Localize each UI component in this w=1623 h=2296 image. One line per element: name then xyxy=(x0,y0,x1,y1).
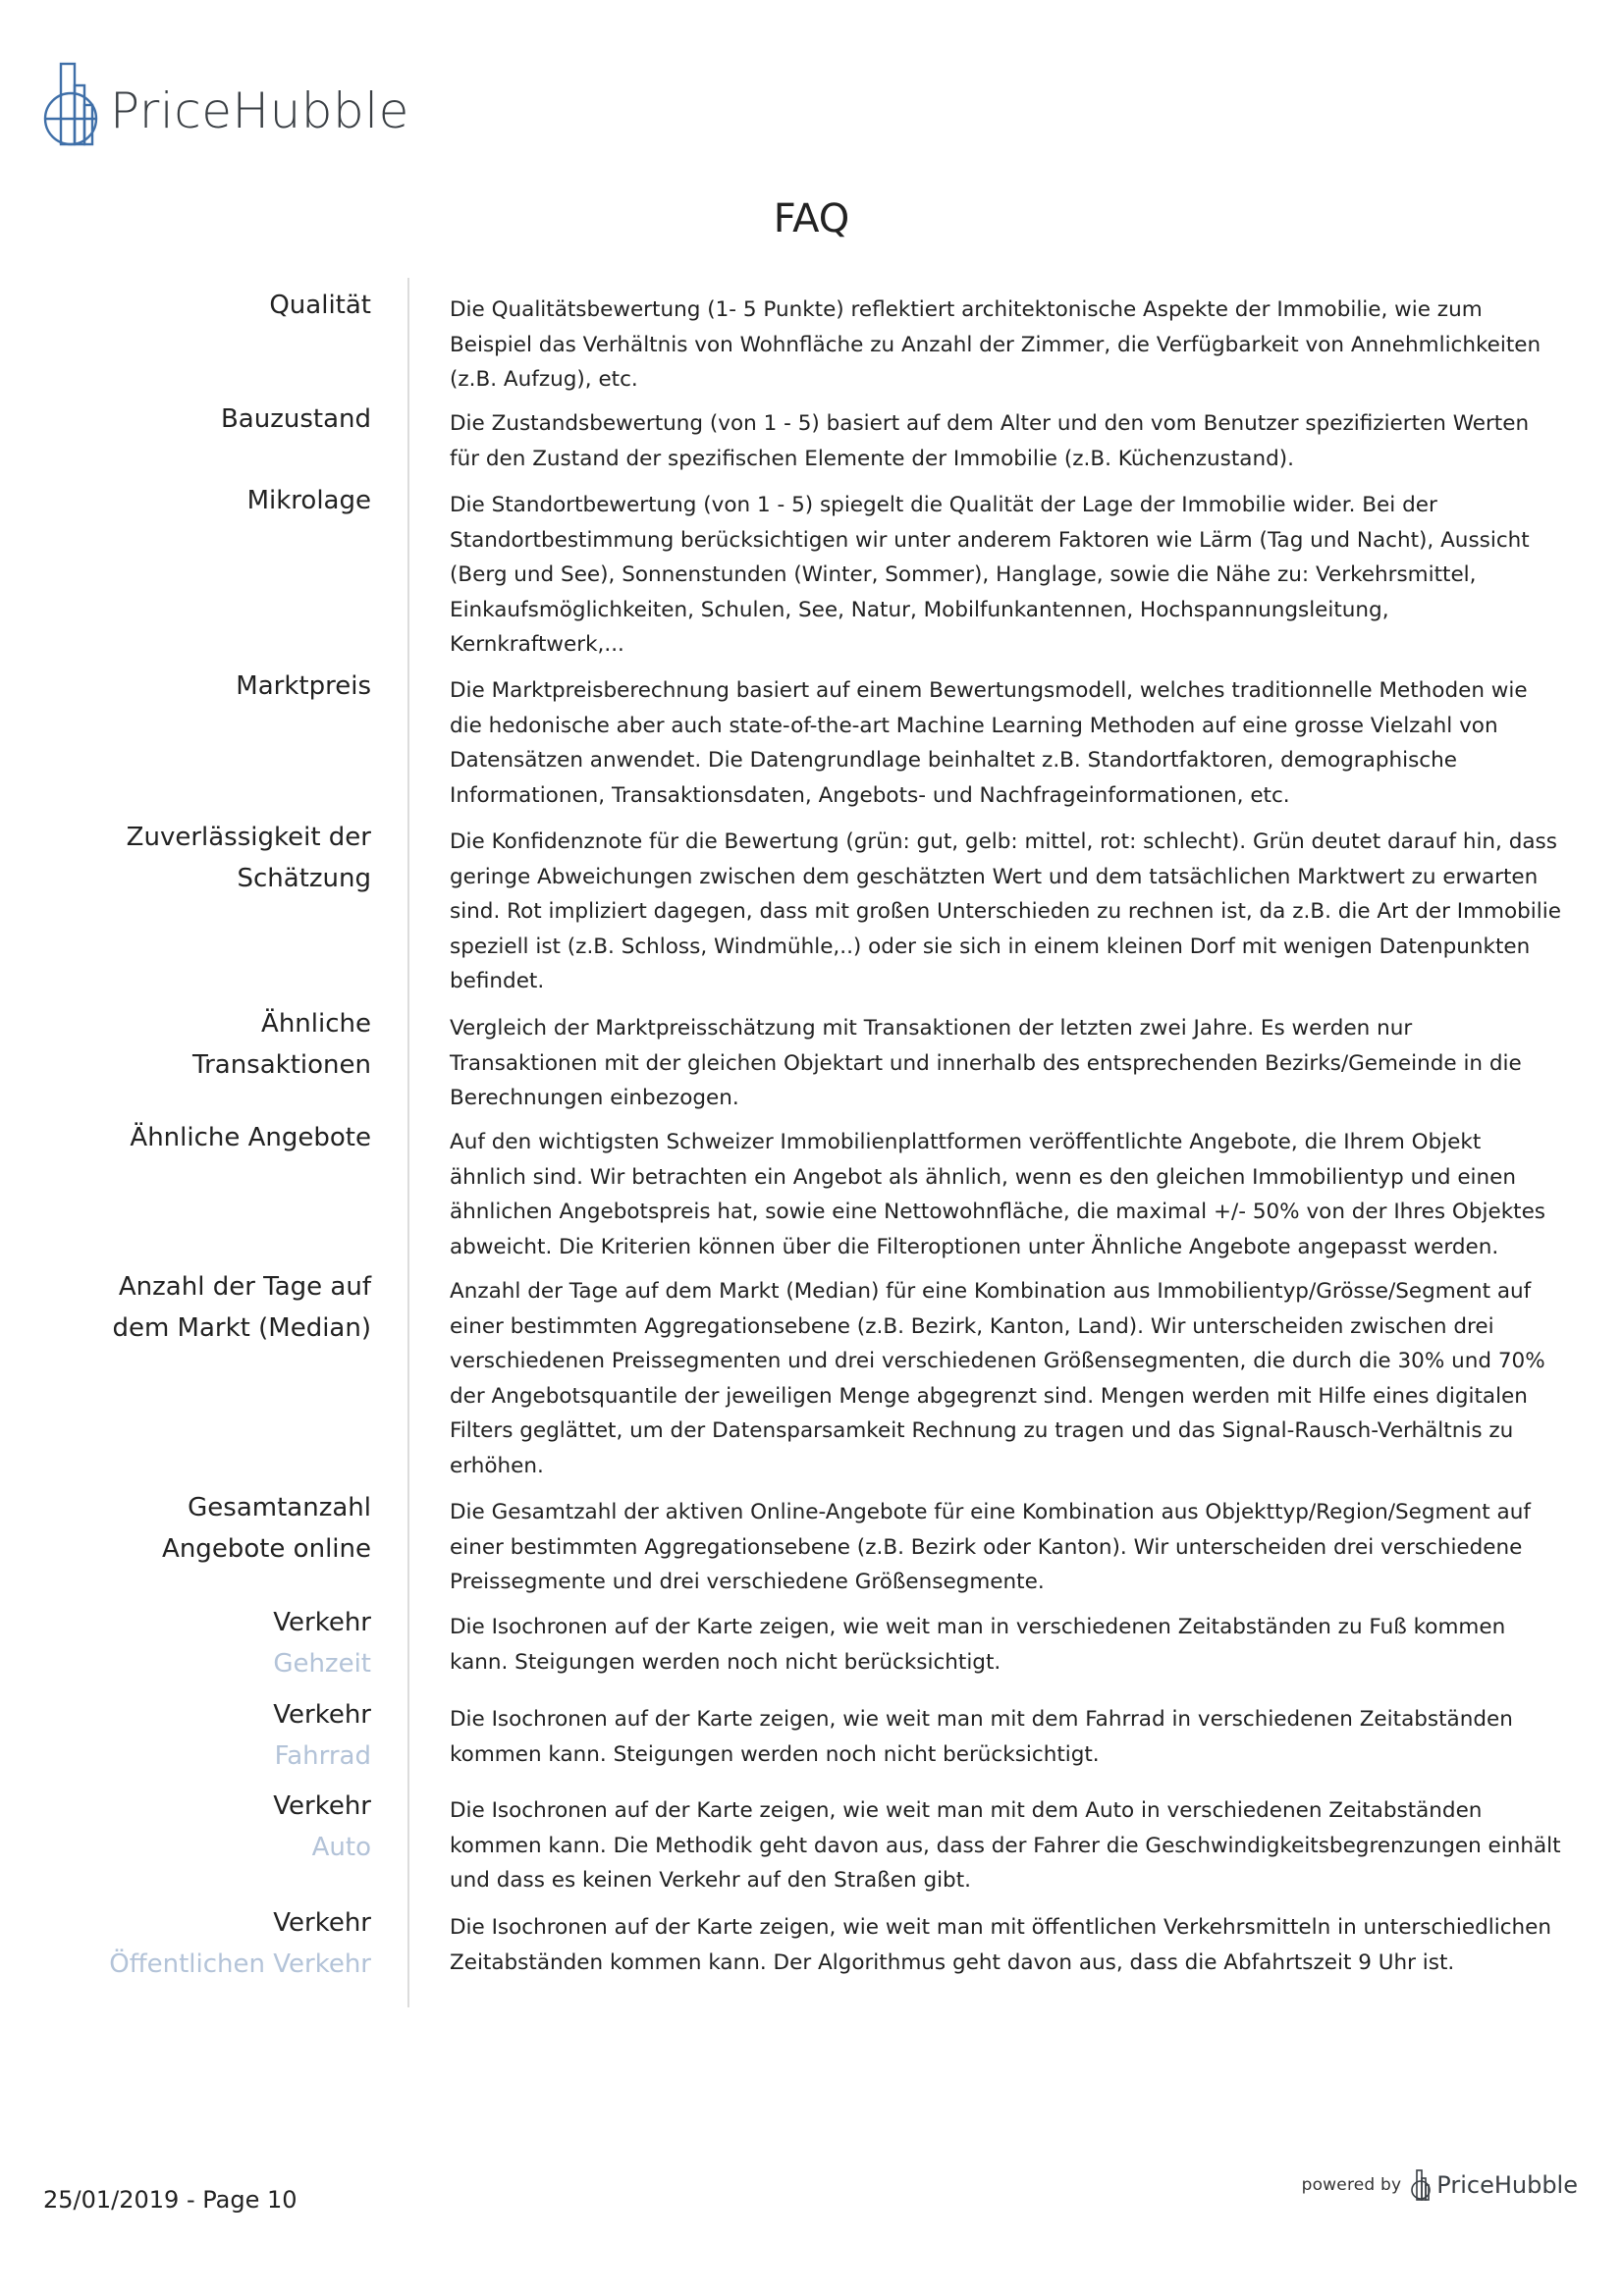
faq-term xyxy=(59,399,371,440)
faq-term xyxy=(59,1902,371,1985)
faq-term xyxy=(59,480,371,521)
faq-subterm: Öffentlichen Verkehr xyxy=(109,1949,371,1979)
faq-term-line: Schätzung xyxy=(237,864,371,893)
faq-term-line: Transaktionen xyxy=(192,1050,371,1080)
faq-term-line: Bauzustand xyxy=(220,404,371,434)
footer-brand-name: PriceHubble xyxy=(1436,2171,1578,2199)
faq-term xyxy=(59,1117,371,1158)
faq-term-line: Angebote online xyxy=(162,1534,371,1564)
pricehubble-small-logo-icon xyxy=(1411,2169,1431,2201)
faq-term xyxy=(59,1003,371,1086)
faq-term xyxy=(59,817,371,899)
faq-term-line: Ähnliche xyxy=(261,1009,371,1039)
brand-name: PriceHubble xyxy=(110,82,409,139)
faq-term-line: Verkehr xyxy=(273,1791,371,1821)
faq-definition: Die Konfidenznote für die Bewertung (grün: gut, gelb: mittel, rot: schlecht). Grün deutet darauf hin, dass geringe Abweichungen zwischen dem geschätzten Wert und dem tatsächlichen Marktwert zu erwarten sind. Rot impliziert dagegen, dass mit großen Unterschieden zu rechnen ist, da z.B. die Art der Immobilie speziell ist (z.B. Schloss, Windmühle,..) oder sie sich in einem kleinen Dorf mit wenigen Datenpunkten befindet. xyxy=(450,829,1561,994)
faq-term xyxy=(59,666,371,707)
faq-term-line: Verkehr xyxy=(273,1700,371,1730)
faq-definition: Die Isochronen auf der Karte zeigen, wie weit man mit öffentlichen Verkehrsmitteln in unterschiedlichen Zeitabständen kommen kann. Der Algorithmus geht davon aus, dass die Abfahrtszeit 9 Uhr ist. xyxy=(450,1915,1552,1975)
faq-term-line: Gesamtanzahl xyxy=(188,1493,371,1522)
faq-definition: Die Isochronen auf der Karte zeigen, wie weit man mit dem Auto in verschiedenen Zeitabständen kommen kann. Die Methodik geht davon aus, dass der Fahrer die Geschwindigkeitsbegrenzungen einhält und dass es keinen Verkehr auf den Straßen gibt. xyxy=(450,1798,1561,1894)
faq-term-line: dem Markt (Median) xyxy=(112,1313,371,1343)
faq-term-line: Anzahl der Tage auf xyxy=(118,1272,371,1302)
faq-term xyxy=(59,1786,371,1868)
faq-definition: Die Qualitätsbewertung (1- 5 Punkte) reflektiert architektonische Aspekte der Immobilie, wie zum Beispiel das Verhältnis von Wohnfläche zu Anzahl der Zimmer, die Verfügbarkeit von Annehmlichkeiten (z.B. Aufzug), etc. xyxy=(450,297,1542,393)
faq-term-line: Qualität xyxy=(269,291,371,320)
faq-definition: Die Zustandsbewertung (von 1 - 5) basiert auf dem Alter und den vom Benutzer spezifizierten Werten für den Zustand der spezifischen Elemente der Immobilie (z.B. Küchenzustand). xyxy=(450,411,1530,471)
faq-definition: Die Gesamtzahl der aktiven Online-Angebote für eine Kombination aus Objekttyp/Region/Segment auf einer bestimmten Aggregationsebene (z.B. Bezirk oder Kanton). Wir unterscheiden drei verschiedene Preissegmente und drei verschiedene Größensegmente. xyxy=(450,1500,1531,1595)
faq-term xyxy=(59,285,371,326)
faq-definition: Die Marktpreisberechnung basiert auf einem Bewertungsmodell, welches traditionnelle Methoden wie die hedonische aber auch state-of-the-art Machine Learning Methoden auf eine grosse Vielzahl von Datensätzen anwendet. Die Datengrundlage beinhaltet z.B. Standortfaktoren, demographische Informationen, Transaktionsdaten, Angebots- und Nachfrageinformationen, etc. xyxy=(450,678,1528,808)
faq-subterm: Fahrrad xyxy=(274,1741,371,1771)
faq-subterm: Gehzeit xyxy=(273,1649,371,1679)
faq-definition: Vergleich der Marktpreisschätzung mit Transaktionen der letzten zwei Jahre. Es werden nur Transaktionen mit der gleichen Objektart und innerhalb des entsprechenden Bezirks/Gemeinde in die Berechnungen einbezogen. xyxy=(450,1016,1522,1111)
faq-term-line: Mikrolage xyxy=(246,486,371,515)
faq-term xyxy=(59,1602,371,1684)
faq-definition: Auf den wichtigsten Schweizer Immobilienplattformen veröffentlichte Angebote, die Ihrem Objekt ähnlich sind. Wir betrachten ein Angebot als ähnlich, wenn es den gleichen Immobilientyp und einen ähnlichen Angebotspreis hat, sowie eine Nettowohnfläche, die maximal +/- 50% von der Ihres Objektes abweicht. Die Kriterien können über die Filteroptionen unter Ähnliche Angebote angepasst werden. xyxy=(450,1130,1546,1259)
faq-definition: Die Standortbewertung (von 1 - 5) spiegelt die Qualität der Lage der Immobilie wider. Bei der Standortbestimmung berücksichtigen wir unter anderem Faktoren wie Lärm (Tag und Nacht), Aussicht (Berg und See), Sonnenstunden (Winter, Sommer), Hanglage, sowie die Nähe zu: Verkehrsmittel, Einkaufsmöglichkeiten, Schulen, See, Natur, Mobilfunkantennen, Hochspannungsleitung, Kernkraftwerk,... xyxy=(450,493,1530,658)
faq-subterm: Auto xyxy=(311,1833,371,1862)
faq-term xyxy=(59,1694,371,1777)
faq-term xyxy=(59,1266,371,1349)
brand-logo xyxy=(43,61,409,149)
pricehubble-logo-icon xyxy=(43,62,98,148)
faq-term-line: Marktpreis xyxy=(236,671,371,701)
faq-term-line: Verkehr xyxy=(273,1908,371,1938)
faq-term-line: Verkehr xyxy=(273,1608,371,1637)
faq-term-line: Zuverlässigkeit der xyxy=(126,823,371,852)
faq-definition: Die Isochronen auf der Karte zeigen, wie weit man in verschiedenen Zeitabständen zu Fuß kommen kann. Steigungen werden noch nicht berücksichtigt. xyxy=(450,1615,1506,1675)
footer-powered-by xyxy=(1302,2169,1578,2201)
faq-definition: Anzahl der Tage auf dem Markt (Median) für eine Kombination aus Immobilientyp/Grösse/Segment auf einer bestimmten Aggregationsebene (z.B. Bezirk, Kanton, Land). Wir unterscheiden zwischen drei verschiedenen Preissegmenten und drei verschiedenen Größensegmenten, die durch die 30% und 70% der Angebotsquantile der jeweiligen Menge abgegrenzt sind. Mengen werden mit Hilfe eines digitalen Filters geglättet, um der Datensparsamkeit Rechnung zu tragen und das Signal-Rausch-Verhältnis zu erhöhen. xyxy=(450,1279,1545,1478)
column-divider xyxy=(407,278,409,2007)
page-title: FAQ xyxy=(773,196,850,241)
powered-by-label: powered by xyxy=(1301,2175,1402,2195)
faq-term xyxy=(59,1487,371,1570)
faq-term-line: Ähnliche Angebote xyxy=(130,1123,371,1152)
footer-date-page: 25/01/2019 - Page 10 xyxy=(43,2186,298,2214)
faq-definition: Die Isochronen auf der Karte zeigen, wie weit man mit dem Fahrrad in verschiedenen Zeitabständen kommen kann. Steigungen werden noch nicht berücksichtigt. xyxy=(450,1707,1513,1767)
